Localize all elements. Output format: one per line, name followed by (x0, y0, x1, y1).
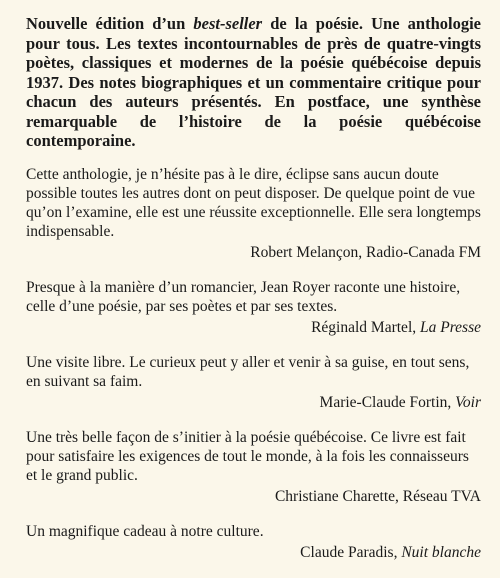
quote-source: Voir (455, 393, 481, 411)
quote-text: Presque à la manière d’un romancier, Jean Royer raconte une histoire, celle d’une poésie, par ses poètes et par ses textes. (26, 278, 461, 315)
quote-author: Réginald Martel, (311, 318, 420, 336)
review-quote-2 (26, 278, 481, 337)
quote-author: Robert Melançon, (250, 243, 367, 261)
review-quote-1 (26, 165, 481, 262)
quote-source: Réseau TVA (402, 487, 481, 505)
quote-source: Radio-Canada FM (366, 243, 481, 261)
quote-text: Une très belle façon de s’initier à la poésie québécoise. Ce livre est fait pour satisfaire les exigences de tout le monde, à la fois les connaisseurs et le grand public. (26, 428, 469, 484)
quote-author: Claude Paradis, (300, 543, 402, 561)
review-quote-3 (26, 353, 481, 412)
quote-text: Cette anthologie, je n’hésite pas à le dire, éclipse sans aucun doute possible toutes les autres dont on peut disposer. De quelque point de vue qu’on l’examine, elle est une réussite exceptionnelle. Elle sera longtemps indispensable. (26, 165, 481, 240)
review-quote-5 (26, 522, 481, 562)
intro-paragraph (26, 14, 481, 151)
quote-text: Une visite libre. Le curieux peut y aller et venir à sa guise, en tout sens, en suivant sa faim. (26, 353, 470, 390)
intro-text-rest: de la poésie. Une anthologie pour tous. Les textes incontournables de près de quatre-vingts poètes, classiques et modernes de la poésie québécoise depuis 1937. Des notes biographiques et un commentaire critique pour chacun des auteurs présentés. En postface, une synthèse remarquable de l’histoire de la poésie québécoise contemporaine. (26, 14, 481, 150)
quote-attribution (26, 393, 481, 412)
back-cover-text (26, 14, 481, 578)
quote-attribution (26, 487, 481, 506)
quote-attribution (26, 318, 481, 337)
quote-source: La Presse (420, 318, 481, 336)
quote-attribution (26, 543, 481, 562)
review-quote-4 (26, 428, 481, 506)
quote-attribution (26, 243, 481, 262)
quote-text: Un magnifique cadeau à notre culture. (26, 522, 264, 540)
intro-text-start: Nouvelle édition d’un (26, 14, 194, 33)
quote-author: Marie-Claude Fortin, (319, 393, 456, 411)
quote-source: Nuit blanche (401, 543, 481, 561)
intro-italic-term: best-seller (193, 14, 263, 33)
quote-author: Christiane Charette, (274, 487, 403, 505)
